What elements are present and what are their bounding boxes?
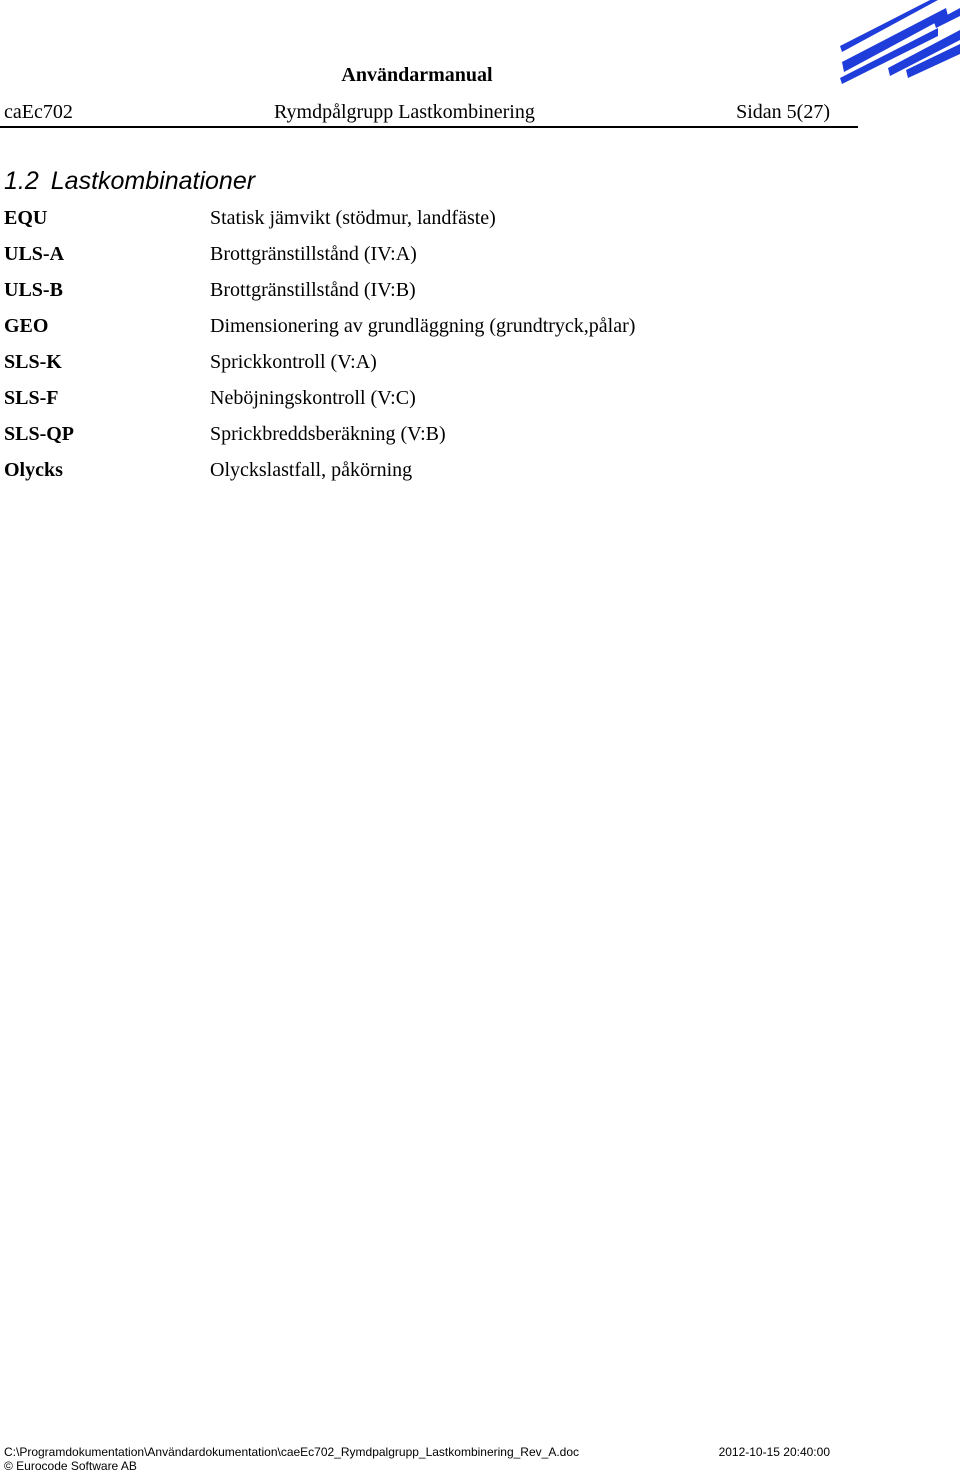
combination-code: SLS-QP	[4, 423, 75, 445]
list-item	[4, 418, 904, 454]
module-name: Rymdpålgrupp Lastkombinering	[274, 101, 535, 123]
page-number: Sidan 5(27)	[736, 101, 830, 123]
footer-copyright: © Eurocode Software AB	[4, 1459, 137, 1473]
page-header	[4, 99, 830, 125]
list-item	[4, 202, 904, 238]
combination-description: Sprickbreddsberäkning (V:B)	[210, 423, 446, 445]
section-heading	[4, 164, 255, 198]
combination-code: SLS-K	[4, 351, 62, 373]
list-item	[4, 346, 904, 382]
load-combination-list	[4, 202, 904, 490]
header-divider	[0, 126, 858, 128]
list-item	[4, 454, 904, 490]
combination-description: Sprickkontroll (V:A)	[210, 351, 377, 373]
combination-description: Olyckslastfall, påkörning	[210, 459, 413, 481]
combination-description: Brottgränstillstånd (IV:A)	[210, 243, 417, 265]
footer-date: 2012-10-15 20:40:00	[718, 1445, 830, 1459]
section-title: Lastkombinationer	[50, 167, 256, 195]
combination-code: ULS-B	[4, 279, 63, 301]
combination-code: EQU	[4, 207, 48, 229]
list-item	[4, 238, 904, 274]
document-title: Användarmanual	[341, 64, 493, 86]
section-number: 1.2	[4, 167, 39, 195]
combination-code: ULS-A	[4, 243, 65, 265]
combination-description: Dimensionering av grundläggning (grundtryck,pålar)	[210, 315, 636, 337]
combination-code: Olycks	[4, 459, 63, 481]
company-logo	[838, 0, 960, 86]
list-item	[4, 382, 904, 418]
program-name: caEc702	[4, 101, 73, 123]
combination-code: GEO	[4, 315, 49, 337]
combination-description: Statisk jämvikt (stödmur, landfäste)	[210, 207, 496, 229]
list-item	[4, 274, 904, 310]
combination-description: Neböjningskontroll (V:C)	[210, 387, 416, 409]
combination-description: Brottgränstillstånd (IV:B)	[210, 279, 416, 301]
combination-code: SLS-F	[4, 387, 59, 409]
footer-file-path: C:\Programdokumentation\Användardokumentation\caeEc702_Rymdpalgrupp_Lastkombinering_Rev_A.doc	[4, 1445, 580, 1459]
list-item	[4, 310, 904, 346]
